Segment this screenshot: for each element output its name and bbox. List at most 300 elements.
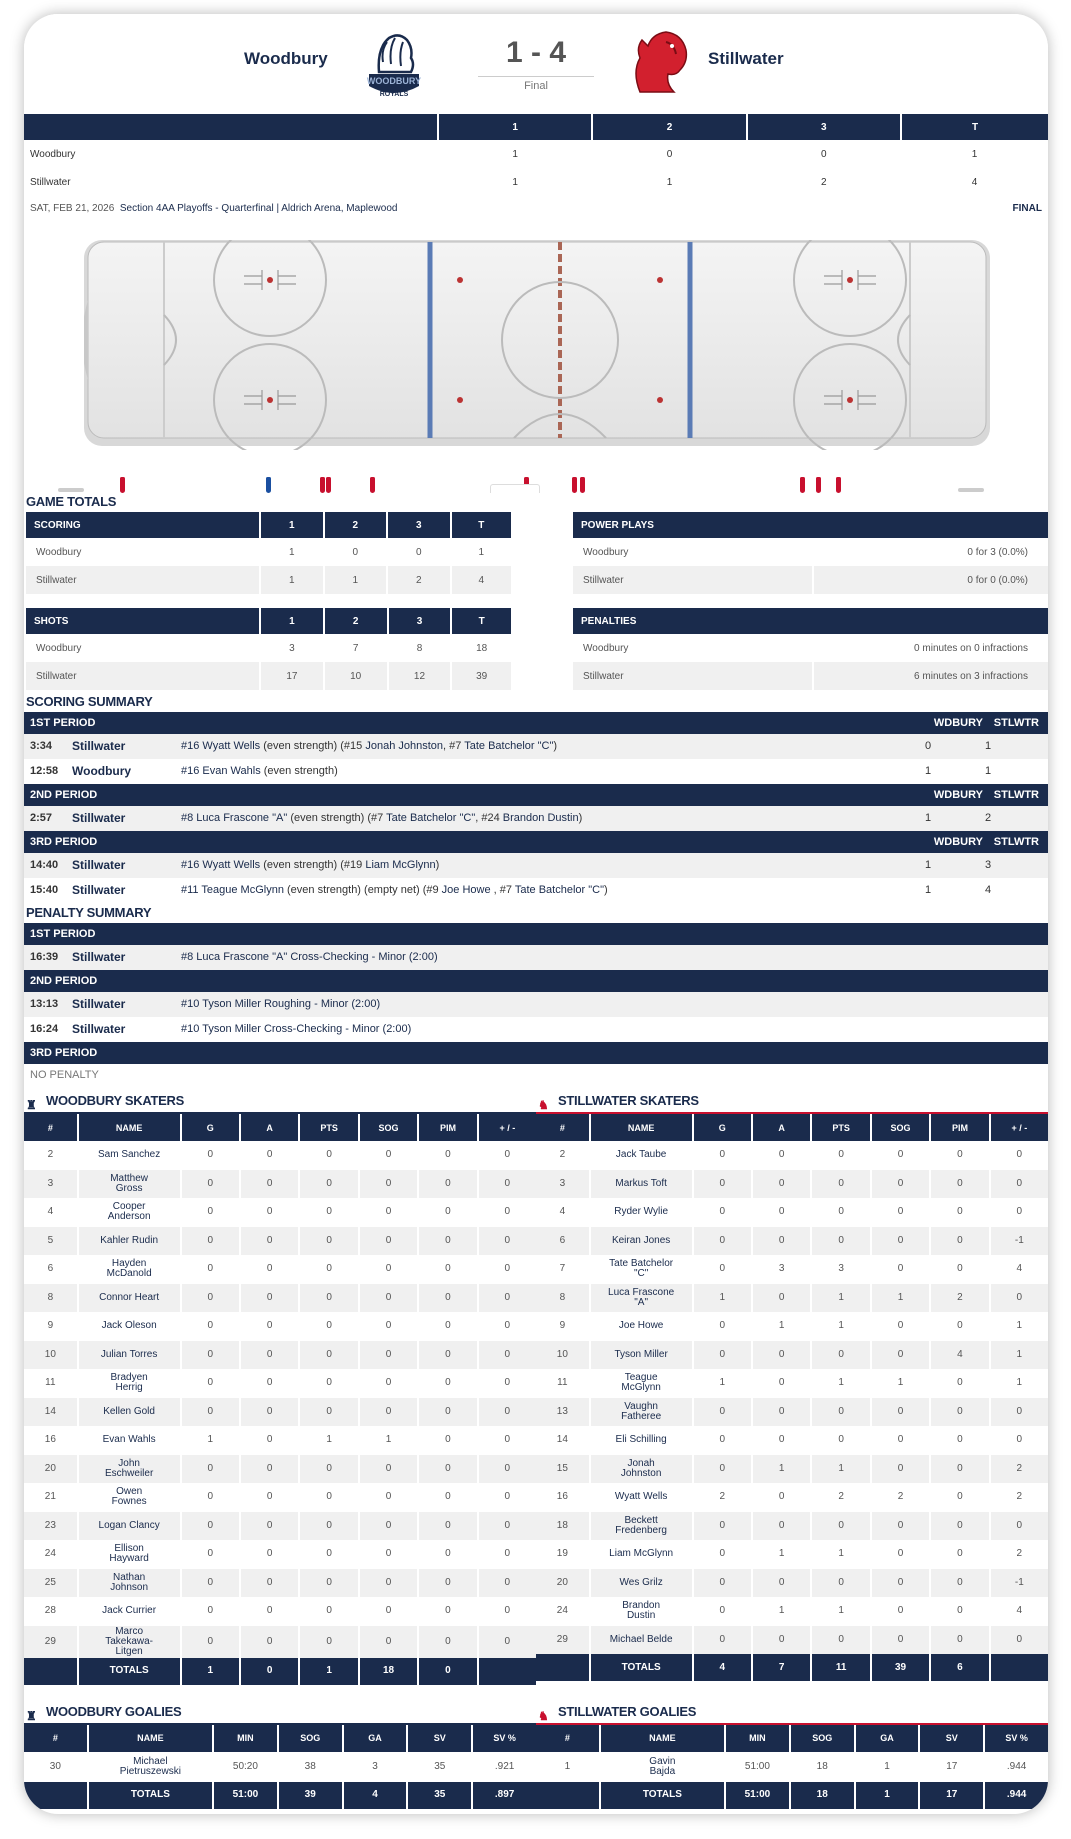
period-label: 3RD PERIOD [30, 836, 98, 848]
stat-cell: 0 [811, 1341, 870, 1370]
stat-cell: 35 [407, 1752, 472, 1782]
stat-cell: 0 [299, 1597, 358, 1626]
player-name[interactable]: Jack Taube [590, 1141, 693, 1170]
stat-cell: 0 [181, 1512, 240, 1541]
column-header[interactable]: SOG [790, 1725, 855, 1752]
goal-row [24, 734, 1048, 759]
period-label: 3RD PERIOD [30, 1047, 98, 1059]
stat-cell: 1 [181, 1426, 240, 1455]
totals-label: TOTALS [600, 1782, 725, 1809]
stat-cell: 0 [299, 1369, 358, 1398]
penalty-time: 13:13 [30, 998, 59, 1010]
player-name[interactable]: Wes Grilz [590, 1569, 693, 1598]
penalty-row [24, 1017, 1048, 1042]
assist-sep: , #7 [490, 884, 515, 896]
stat-cell: 0 [418, 1597, 477, 1626]
stat-cell: 1 [871, 1284, 930, 1313]
stat-cell: 8 [536, 1284, 590, 1313]
player-name[interactable]: Cooper Anderson [78, 1198, 181, 1227]
stat-cell: 0 [752, 1141, 811, 1170]
stat-cell: 0 [811, 1227, 870, 1256]
column-header[interactable]: MIN [213, 1725, 278, 1752]
column-header[interactable]: # [52, 1733, 58, 1743]
goal-marker[interactable] [320, 477, 325, 493]
stat-cell: 0 [240, 1170, 299, 1199]
column-header[interactable]: # [564, 1733, 570, 1743]
totals-cell: 1 [181, 1658, 240, 1685]
goal-marker[interactable] [266, 477, 271, 493]
penalty-description[interactable]: #8 Luca Frascone "A" Cross-Checking - Minor (2:00) [181, 951, 438, 963]
stat-cell: 0 [299, 1398, 358, 1427]
totals-cell: .944 [984, 1782, 1048, 1809]
table-row [24, 1540, 536, 1569]
table-row [536, 1312, 1048, 1341]
penalty-summary [24, 923, 1048, 1086]
table-row [536, 1455, 1048, 1484]
totals-cell: 4 [343, 1782, 408, 1809]
stat-cell: 0 [299, 1341, 358, 1370]
stat-cell: 0 [181, 1369, 240, 1398]
stat-cell: 0 [359, 1626, 418, 1658]
column-header[interactable]: PIM [418, 1114, 477, 1141]
column-header[interactable]: + / - [478, 1114, 536, 1141]
assist-sep: , #7 [443, 740, 465, 752]
stat-cell: 0 [240, 1569, 299, 1598]
player-name[interactable]: Bradyen Herrig [78, 1369, 181, 1398]
stat-cell: 0 [240, 1398, 299, 1427]
stat-cell: 0 [930, 1170, 989, 1199]
player-name[interactable]: Keiran Jones [590, 1227, 693, 1256]
player-name[interactable]: Tate Batchelor "C" [590, 1255, 693, 1284]
ls-col: 1 [438, 114, 592, 140]
column-header[interactable]: SOG [871, 1114, 930, 1141]
player-name[interactable]: Michael Belde [590, 1626, 693, 1655]
player-name[interactable]: Jonah Johnston [590, 1455, 693, 1484]
goal-scorer[interactable]: #8 Luca Frascone "A" [181, 812, 288, 824]
stat-cell: 0 [181, 1312, 240, 1341]
linescore-row: Stillwater 1 1 2 4 [30, 176, 978, 188]
stat-cell: 0 [871, 1426, 930, 1455]
player-name[interactable]: Brandon Dustin [590, 1597, 693, 1626]
stat-cell: 8 [24, 1284, 78, 1313]
stat-cell: 6 [536, 1227, 590, 1256]
stat-cell: 0 [811, 1198, 870, 1227]
home-team-name[interactable]: Woodbury [244, 49, 328, 68]
stat-cell: 30 [49, 1760, 61, 1772]
stat-cell: 0 [240, 1512, 299, 1541]
stat-cell: 0 [299, 1483, 358, 1512]
goal-scorer[interactable]: #11 Teague McGlynn [181, 884, 284, 896]
stat-cell: 0 [478, 1569, 536, 1598]
player-name[interactable]: Ryder Wylie [590, 1198, 693, 1227]
stat-cell: 2 [871, 1483, 930, 1512]
running-score-home: 1 [924, 765, 932, 777]
column-header[interactable]: MIN [725, 1725, 790, 1752]
goal-marker[interactable] [580, 477, 585, 493]
rink-scroll-left[interactable] [58, 488, 84, 492]
stat-cell: 0 [299, 1512, 358, 1541]
game-status: Final [478, 76, 594, 92]
penalty-team[interactable]: Stillwater [72, 1022, 126, 1036]
player-name[interactable]: Connor Heart [78, 1284, 181, 1313]
player-name[interactable]: Ellison Hayward [78, 1540, 181, 1569]
player-name[interactable]: Matthew Gross [78, 1170, 181, 1199]
power-plays-table: POWER PLAYS Woodbury 0 for 3 (0.0%) Stillwater 0 for 0 (0.0%) [573, 512, 1048, 594]
goal-time: 14:40 [30, 859, 59, 871]
player-name[interactable]: Kahler Rudin [78, 1227, 181, 1256]
table-row [536, 1540, 1048, 1569]
rink-diagram [84, 240, 990, 450]
table-row [536, 1626, 1048, 1655]
stat-cell: 1 [811, 1540, 870, 1569]
column-header[interactable]: NAME [78, 1114, 181, 1141]
stat-cell: 0 [478, 1455, 536, 1484]
game-info [24, 196, 1048, 222]
stat-cell: 2 [930, 1284, 989, 1313]
totals-label: TOTALS [590, 1654, 693, 1681]
goal-scorer[interactable]: #16 Evan Wahls [181, 765, 261, 777]
stat-cell: 0 [478, 1426, 536, 1455]
totals-row [24, 1782, 536, 1809]
stat-cell: 24 [556, 1605, 568, 1617]
stat-cell: 0 [478, 1398, 536, 1427]
stat-cell: 2 [693, 1483, 752, 1512]
column-header[interactable]: # [559, 1122, 565, 1133]
running-score-away: 1 [984, 740, 992, 752]
goal-marker[interactable] [572, 477, 577, 493]
stat-cell: 15 [536, 1455, 590, 1484]
table-row [536, 1341, 1048, 1370]
stat-cell: 0 [299, 1312, 358, 1341]
table-row [536, 1752, 1048, 1782]
player-name[interactable]: John Eschweiler [78, 1455, 181, 1484]
stat-cell: 0 [478, 1369, 536, 1398]
assist-2[interactable]: Brandon Dustin [502, 812, 579, 824]
stat-cell: 0 [359, 1198, 418, 1227]
totals-cell: 6 [930, 1654, 989, 1681]
table-row [536, 1597, 1048, 1626]
column-header[interactable]: GA [343, 1725, 408, 1752]
stat-cell: 0 [478, 1141, 536, 1170]
stat-cell: 0 [871, 1597, 930, 1626]
penalty-summary-title: PENALTY SUMMARY [26, 905, 152, 920]
totals-cell [24, 1782, 88, 1809]
penalty-description[interactable]: #10 Tyson Miller Roughing - Minor (2:00) [181, 998, 381, 1010]
stat-cell: 0 [299, 1170, 358, 1199]
stat-cell: 0 [990, 1141, 1048, 1170]
shots-table: SHOTS 1 2 3 T Woodbury 3 7 8 18 Stillwater 17 10 12 39 [26, 608, 511, 690]
goal-row [24, 878, 1048, 903]
stat-cell: 0 [930, 1597, 989, 1626]
stat-cell: 1 [811, 1597, 870, 1626]
stat-cell: 0 [871, 1198, 930, 1227]
player-name[interactable]: Tyson Miller [590, 1341, 693, 1370]
stat-cell: 1 [811, 1369, 870, 1398]
stat-cell: 9 [559, 1320, 566, 1332]
stat-cell: 0 [990, 1426, 1048, 1455]
stat-cell: 0 [693, 1512, 752, 1541]
table-row [536, 1512, 1048, 1541]
assist-2[interactable]: Tate Batchelor "C" [464, 740, 554, 752]
away-goalies-header: ♞ STILLWATER GOALIES [536, 1701, 1048, 1725]
period-label: 2ND PERIOD [30, 975, 98, 987]
stat-cell: 0 [752, 1227, 811, 1256]
table-row [24, 1312, 536, 1341]
player-name[interactable]: Julian Torres [78, 1341, 181, 1370]
stat-cell: 0 [752, 1512, 811, 1541]
column-header[interactable]: G [693, 1114, 752, 1141]
linescore-row: Woodbury 1 0 0 1 [30, 148, 978, 160]
goal-marker[interactable] [800, 477, 805, 493]
stat-cell: 0 [930, 1198, 989, 1227]
column-header[interactable]: SV [407, 1725, 472, 1752]
player-name[interactable]: Joe Howe [590, 1312, 693, 1341]
running-score-home: 1 [924, 812, 932, 824]
player-name[interactable]: Markus Toft [590, 1170, 693, 1199]
home-skaters-table [24, 1114, 536, 1685]
score-col-away: STLWTR [993, 789, 1039, 801]
player-name[interactable]: Michael Pietruszewski [88, 1752, 213, 1782]
goal-marker[interactable] [326, 477, 331, 493]
stat-cell: 0 [299, 1569, 358, 1598]
goal-team[interactable]: Stillwater [72, 739, 126, 753]
assist-1[interactable]: Tate Batchelor "C" [386, 812, 476, 824]
column-header[interactable]: SOG [359, 1114, 418, 1141]
player-name[interactable]: Evan Wahls [78, 1426, 181, 1455]
stat-cell: 1 [752, 1312, 811, 1341]
goal-description [181, 853, 439, 878]
column-header[interactable]: PTS [811, 1114, 870, 1141]
player-name[interactable]: Logan Clancy [78, 1512, 181, 1541]
column-header[interactable]: PIM [930, 1114, 989, 1141]
player-name[interactable]: Beckett Fredenberg [590, 1512, 693, 1541]
stat-cell: 0 [693, 1398, 752, 1427]
column-header[interactable]: G [181, 1114, 240, 1141]
stat-cell: 4 [990, 1597, 1048, 1626]
table-row [24, 1284, 536, 1313]
goal-scorer[interactable]: #16 Wyatt Wells [181, 859, 261, 871]
player-name[interactable]: Vaughn Fatheree [590, 1398, 693, 1427]
player-name[interactable]: Eli Schilling [590, 1426, 693, 1455]
period-label: 2ND PERIOD [30, 789, 98, 801]
stat-cell: 14 [556, 1434, 568, 1446]
table-row [536, 1170, 1048, 1199]
assist-1[interactable]: Jonah Johnston [365, 740, 444, 752]
table-row [536, 1369, 1048, 1398]
stat-cell: 0 [359, 1569, 418, 1598]
stat-cell: 10 [24, 1341, 78, 1370]
game-final-label: FINAL [1012, 203, 1042, 214]
column-header[interactable]: A [240, 1114, 299, 1141]
totals-cell: 17 [919, 1782, 984, 1809]
assist-1[interactable]: Joe Howe [441, 884, 491, 896]
svg-text:WOODBURY: WOODBURY [366, 76, 422, 86]
stat-cell: 0 [418, 1170, 477, 1199]
goal-team[interactable]: Stillwater [72, 883, 126, 897]
stat-cell: 0 [359, 1227, 418, 1256]
period-header [24, 970, 1048, 992]
totals-cell: 7 [752, 1654, 811, 1681]
lion-shield-icon [359, 28, 429, 102]
penalty-row [24, 992, 1048, 1017]
table-row [24, 1170, 536, 1199]
player-name[interactable]: Hayden McDanold [78, 1255, 181, 1284]
table-row [24, 1512, 536, 1541]
player-name[interactable]: Gavin Bajda [600, 1752, 725, 1782]
stat-cell: 21 [44, 1491, 56, 1503]
period-header [24, 923, 1048, 945]
goal-team[interactable]: Woodbury [72, 764, 132, 778]
goal-team[interactable]: Stillwater [72, 811, 126, 825]
penalty-team[interactable]: Stillwater [72, 950, 126, 964]
stat-cell: .921 [472, 1752, 536, 1782]
column-header[interactable]: SV % [472, 1725, 536, 1752]
skaters-section [24, 1090, 1048, 1685]
column-header[interactable]: + / - [990, 1114, 1048, 1141]
rink-toggle[interactable] [490, 484, 540, 493]
lion-shield-icon: ♜ [26, 1098, 37, 1112]
penalty-team[interactable]: Stillwater [72, 997, 126, 1011]
stat-cell: 0 [811, 1569, 870, 1598]
rink-scroll-right[interactable] [958, 488, 984, 492]
totals-cell: 39 [871, 1654, 930, 1681]
stat-cell: 0 [811, 1512, 870, 1541]
stat-cell: 0 [359, 1540, 418, 1569]
column-header[interactable]: NAME [600, 1725, 725, 1752]
stat-cell: 0 [871, 1141, 930, 1170]
goal-detail-end: ) [435, 859, 440, 871]
score-col-home: WDBURY [933, 836, 983, 848]
stat-cell: 29 [536, 1626, 590, 1655]
column-header[interactable]: SV % [984, 1725, 1048, 1752]
goal-scorer[interactable]: #16 Wyatt Wells [181, 740, 261, 752]
stat-cell: 0 [418, 1312, 477, 1341]
stat-cell: 0 [418, 1455, 477, 1484]
scoring-summary [24, 712, 1048, 903]
player-name[interactable]: Owen Fownes [78, 1483, 181, 1512]
stat-cell: 2 [811, 1483, 870, 1512]
penalty-description[interactable]: #10 Tyson Miller Cross-Checking - Minor (2:00) [181, 1023, 412, 1035]
totals-cell [24, 1658, 78, 1685]
column-header[interactable]: # [47, 1122, 53, 1133]
linescore-table [24, 114, 1048, 196]
player-name[interactable]: Kellen Gold [78, 1398, 181, 1427]
stat-cell: 0 [359, 1341, 418, 1370]
scoring-summary-title: SCORING SUMMARY [26, 694, 153, 709]
player-name[interactable]: Nathan Johnson [78, 1569, 181, 1598]
running-score-away: 3 [984, 859, 992, 871]
player-name[interactable]: Luca Frascone "A" [590, 1284, 693, 1313]
stat-cell: 0 [478, 1170, 536, 1199]
player-name[interactable]: Teague McGlynn [590, 1369, 693, 1398]
assist-2[interactable]: Tate Batchelor "C" [514, 884, 604, 896]
player-name[interactable]: Sam Sanchez [78, 1141, 181, 1170]
stat-cell: 25 [24, 1569, 78, 1598]
stat-cell: 0 [418, 1255, 477, 1284]
stat-cell: 0 [240, 1483, 299, 1512]
stat-cell: 10 [536, 1341, 590, 1370]
svg-text:ROYALS: ROYALS [379, 91, 409, 98]
player-name[interactable]: Marco Takekawa- Litgen [78, 1626, 181, 1658]
assist-1[interactable]: Liam McGlynn [365, 859, 436, 871]
stat-cell: 24 [44, 1548, 56, 1560]
player-name[interactable]: Wyatt Wells [590, 1483, 693, 1512]
away-team-name[interactable]: Stillwater [708, 49, 784, 68]
stat-cell: 0 [811, 1170, 870, 1199]
goal-marker[interactable] [120, 477, 125, 493]
stat-cell: 1 [752, 1455, 811, 1484]
player-name[interactable]: Liam McGlynn [590, 1540, 693, 1569]
totals-cell: 35 [407, 1782, 472, 1809]
stat-cell: 0 [359, 1312, 418, 1341]
goal-description [181, 806, 582, 831]
goal-row [24, 759, 1048, 784]
running-score-home: 1 [924, 859, 932, 871]
stat-cell: 0 [930, 1455, 989, 1484]
stat-cell: 0 [752, 1369, 811, 1398]
goal-marker[interactable] [370, 477, 375, 493]
column-header[interactable]: SOG [278, 1725, 343, 1752]
stat-cell: 0 [478, 1227, 536, 1256]
column-header[interactable]: GA [855, 1725, 920, 1752]
goal-marker[interactable] [816, 477, 821, 493]
stat-cell: 0 [752, 1170, 811, 1199]
score-col-home: WDBURY [933, 789, 983, 801]
game-totals-row1 [24, 512, 1048, 594]
stat-cell: 0 [930, 1512, 989, 1541]
stat-cell: 0 [359, 1284, 418, 1313]
player-name[interactable]: Jack Currier [78, 1597, 181, 1626]
stat-cell: 2 [990, 1483, 1048, 1512]
stat-cell: 0 [418, 1369, 477, 1398]
stat-cell: 0 [693, 1626, 752, 1655]
running-score-away: 2 [984, 812, 992, 824]
column-header[interactable]: SV [919, 1725, 984, 1752]
goal-time: 15:40 [30, 884, 59, 896]
totals-cell [990, 1654, 1048, 1681]
home-goalies-header: ♜ WOODBURY GOALIES [24, 1701, 536, 1725]
stat-cell: 9 [47, 1320, 54, 1332]
stat-cell: 0 [359, 1455, 418, 1484]
table-row [24, 1752, 536, 1782]
stat-cell: 7 [559, 1263, 566, 1275]
stat-cell: 0 [693, 1198, 752, 1227]
stat-cell: 0 [478, 1312, 536, 1341]
player-name[interactable]: Jack Oleson [78, 1312, 181, 1341]
stat-cell: 1 [693, 1284, 752, 1313]
column-header[interactable]: PTS [299, 1114, 358, 1141]
column-header[interactable]: A [752, 1114, 811, 1141]
ls-col: 2 [592, 114, 746, 140]
stat-cell: 0 [871, 1255, 930, 1284]
game-details[interactable]: Section 4AA Playoffs - Quarterfinal | Aldrich Arena, Maplewood [119, 203, 398, 214]
goal-team[interactable]: Stillwater [72, 858, 126, 872]
stat-cell: 0 [990, 1170, 1048, 1199]
stat-cell: 0 [240, 1198, 299, 1227]
stat-cell: 0 [299, 1455, 358, 1484]
goal-marker[interactable] [836, 477, 841, 493]
column-header[interactable]: NAME [590, 1114, 693, 1141]
running-score-away: 4 [984, 884, 992, 896]
stat-cell: 50:20 [213, 1752, 278, 1782]
game-date: SAT, FEB 21, 2026 [30, 203, 115, 214]
column-header[interactable]: NAME [88, 1725, 213, 1752]
stat-cell: 0 [359, 1512, 418, 1541]
table-row [24, 1341, 536, 1370]
goalies-section [24, 1701, 1048, 1809]
totals-cell: 11 [811, 1654, 870, 1681]
stat-cell: 0 [693, 1255, 752, 1284]
